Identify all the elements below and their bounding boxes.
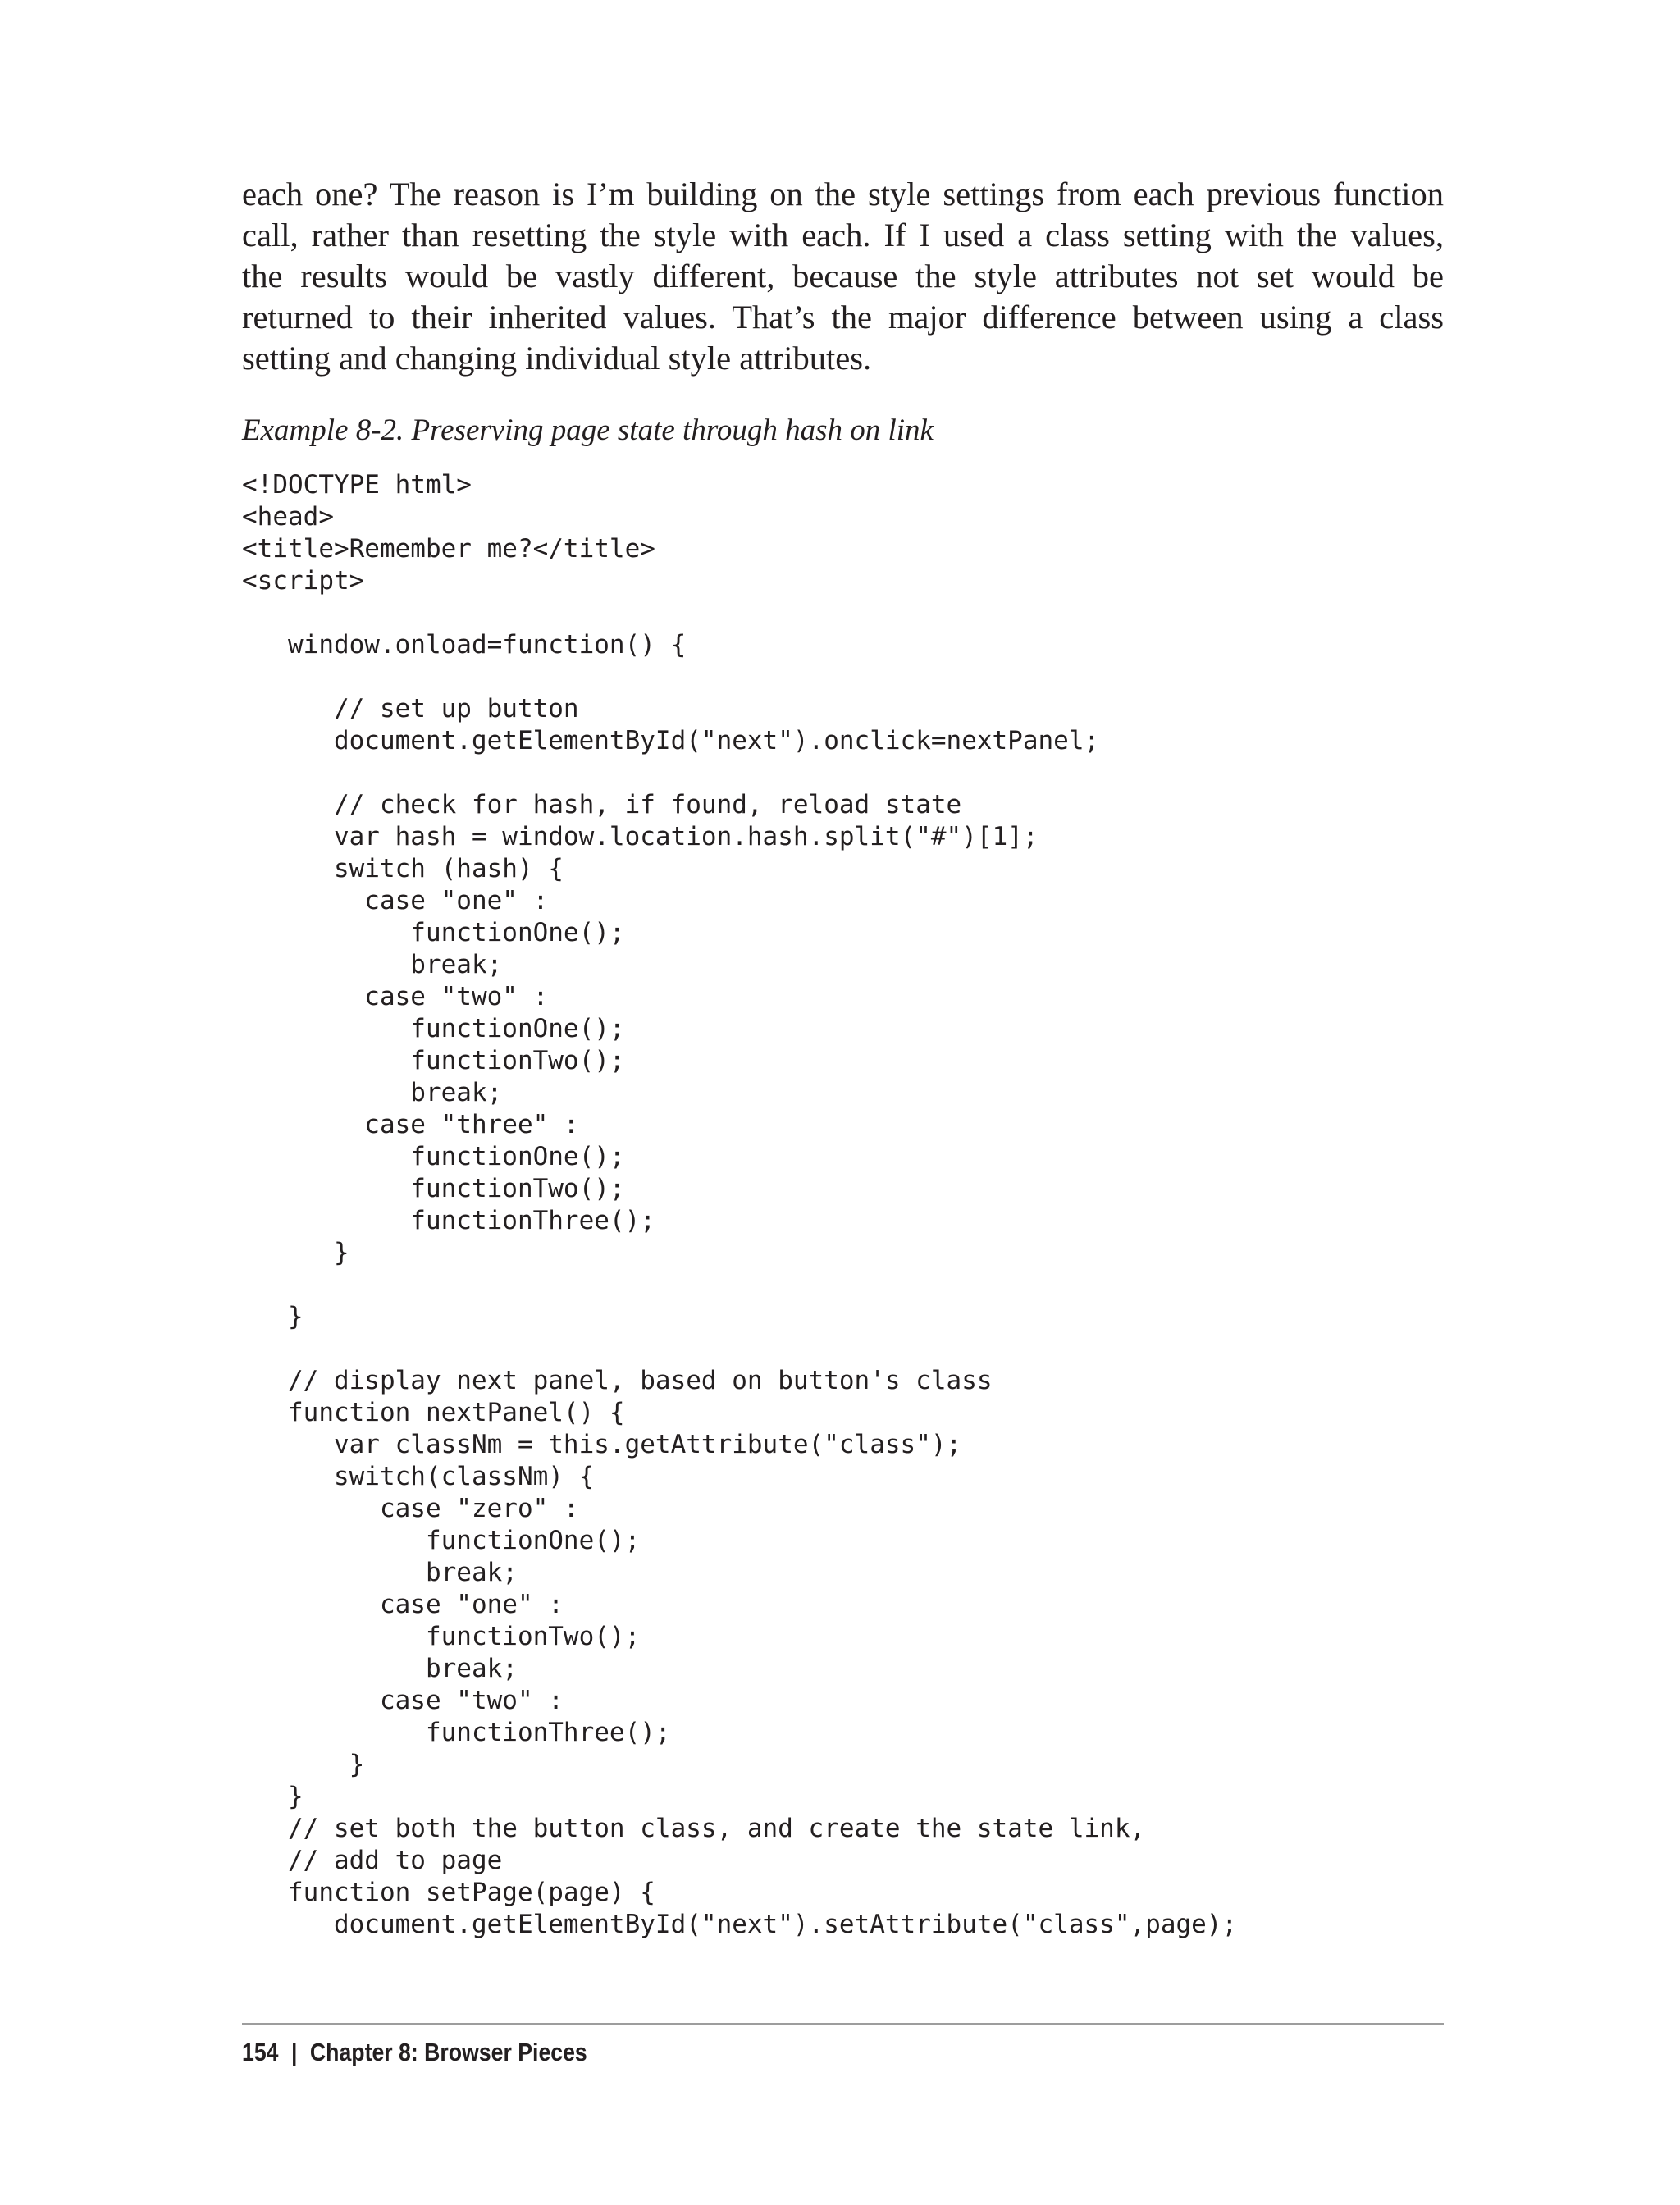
code-line: // add to page (242, 1846, 503, 1875)
code-line: functionThree(); (242, 1718, 671, 1747)
code-line: break; (242, 1558, 518, 1587)
code-line: <head> (242, 502, 334, 532)
code-line: case "one" : (242, 886, 549, 915)
code-line: } (242, 1782, 304, 1811)
body-paragraph (242, 174, 1444, 379)
code-line: functionTwo(); (242, 1622, 641, 1651)
paragraph-line: returned to their inherited values. That’s the major difference between using a class (242, 299, 1444, 336)
code-listing (242, 469, 1237, 1941)
code-line: // set both the button class, and create the state link, (242, 1814, 1146, 1843)
code-line: break; (242, 1078, 503, 1107)
code-line (242, 757, 1237, 789)
code-line (242, 1333, 1237, 1365)
code-line: } (242, 1302, 304, 1331)
code-line: functionOne(); (242, 918, 625, 947)
book-page (242, 0, 1444, 2205)
code-line: <script> (242, 566, 365, 596)
code-line: document.getElementById("next").setAttribute("class",page); (242, 1910, 1238, 1939)
code-line: functionTwo(); (242, 1046, 625, 1075)
code-line: functionOne(); (242, 1142, 625, 1171)
code-line: case "three" : (242, 1110, 579, 1139)
code-line: window.onload=function() { (242, 630, 687, 660)
code-line: functionOne(); (242, 1526, 641, 1555)
code-line: case "zero" : (242, 1494, 579, 1523)
code-line: // set up button (242, 694, 579, 724)
paragraph-line: call, rather than resetting the style with each. If I used a class setting with the values, (242, 217, 1444, 253)
code-line: functionTwo(); (242, 1174, 625, 1203)
page-footer (242, 2036, 587, 2069)
code-line: case "two" : (242, 982, 549, 1011)
code-line: } (242, 1238, 349, 1267)
code-line: document.getElementById("next").onclick=nextPanel; (242, 726, 1100, 756)
code-line (242, 1269, 1237, 1301)
example-caption: Example 8-2. Preserving page state through hash on link (242, 413, 934, 447)
code-line: break; (242, 1654, 518, 1683)
code-line: <!DOCTYPE html> (242, 470, 472, 500)
code-line (242, 597, 1237, 629)
code-line: } (242, 1750, 365, 1779)
code-line: function setPage(page) { (242, 1878, 655, 1907)
code-line: <title>Remember me?</title> (242, 534, 655, 564)
footer-rule (242, 2023, 1444, 2025)
paragraph-line: setting and changing individual style attributes. (242, 340, 872, 377)
code-line: switch(classNm) { (242, 1462, 595, 1491)
code-line: case "two" : (242, 1686, 564, 1715)
chapter-title: Chapter 8: Browser Pieces (309, 2038, 587, 2066)
paragraph-line: each one? The reason is I’m building on the style settings from each previous function (242, 176, 1444, 212)
code-line: function nextPanel() { (242, 1398, 625, 1427)
code-line: functionThree(); (242, 1206, 655, 1235)
code-line: // display next panel, based on button's class (242, 1366, 993, 1395)
paragraph-line: the results would be vastly different, because the style attributes not set would be (242, 258, 1444, 294)
code-line: var hash = window.location.hash.split("#")[1]; (242, 822, 1039, 851)
code-line: var classNm = this.getAttribute("class"); (242, 1430, 962, 1459)
code-line: case "one" : (242, 1590, 564, 1619)
code-line: functionOne(); (242, 1014, 625, 1043)
code-line: switch (hash) { (242, 854, 564, 883)
page-number: 154 (242, 2038, 279, 2066)
code-line: break; (242, 950, 503, 979)
code-line (242, 661, 1237, 693)
code-line: // check for hash, if found, reload state (242, 790, 962, 819)
footer-separator: | (290, 2038, 298, 2066)
